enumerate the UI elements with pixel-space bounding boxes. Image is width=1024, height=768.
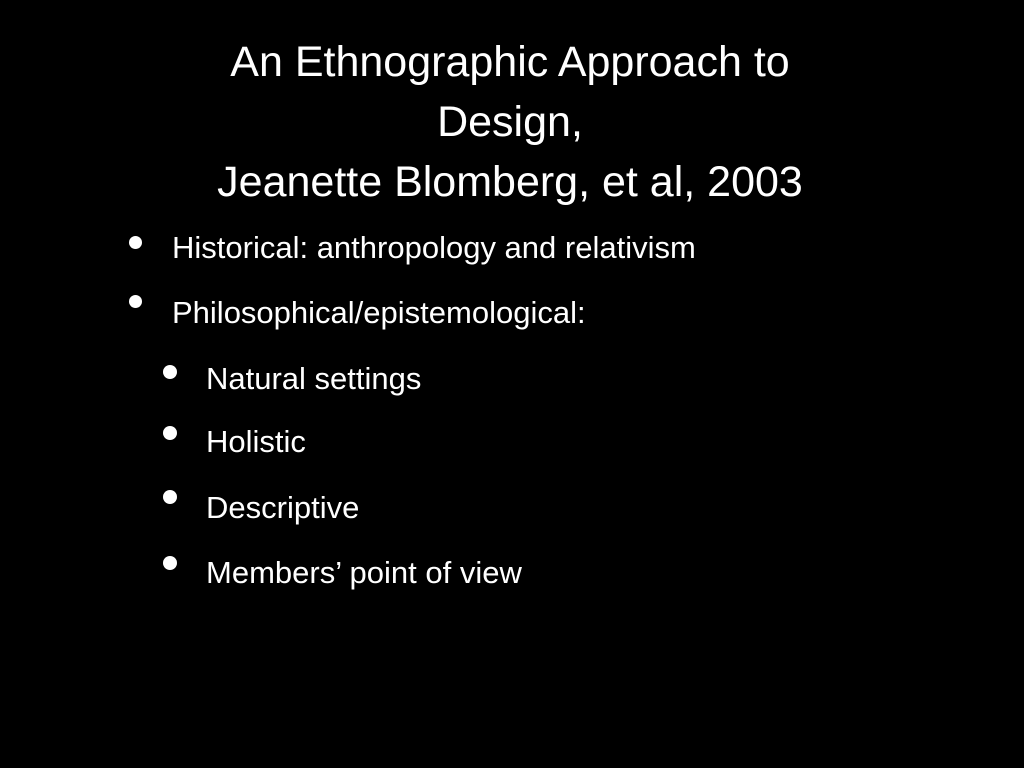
sub-bullet-text: Descriptive bbox=[206, 490, 360, 525]
title-line-3: Jeanette Blomberg, et al, 2003 bbox=[217, 158, 803, 206]
sub-bullet-text: Natural settings bbox=[206, 361, 422, 396]
bullet-text: Philosophical/epistemological: bbox=[172, 295, 586, 330]
bullet-dot-icon bbox=[129, 236, 142, 249]
title-line-1: An Ethnographic Approach to bbox=[230, 38, 790, 86]
bullet-dot-icon bbox=[129, 295, 142, 308]
bullet-dot-icon bbox=[163, 365, 177, 379]
sub-bullet-text: Members’ point of view bbox=[206, 555, 522, 590]
bullet-dot-icon bbox=[163, 556, 177, 570]
slide-title bbox=[160, 32, 860, 212]
bullet-text: Historical: anthropology and relativism bbox=[172, 230, 696, 265]
bullet-dot-icon bbox=[163, 426, 177, 440]
bullet-dot-icon bbox=[163, 490, 177, 504]
sub-bullet-text: Holistic bbox=[206, 424, 306, 459]
title-line-2: Design, bbox=[437, 98, 583, 146]
